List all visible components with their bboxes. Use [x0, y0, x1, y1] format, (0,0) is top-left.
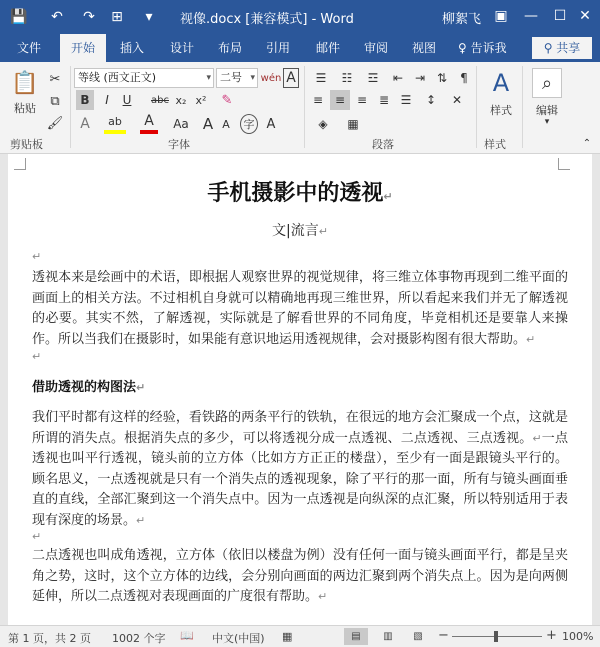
divider: [476, 66, 477, 148]
tab-view[interactable]: 视图: [411, 41, 436, 55]
increase-indent-icon[interactable]: ⇥: [414, 71, 426, 85]
save-icon[interactable]: 💾: [10, 9, 28, 25]
proofing-icon[interactable]: 📖: [180, 629, 194, 642]
phonetic-guide-icon[interactable]: wén: [260, 72, 282, 84]
macro-record-icon[interactable]: ▦: [282, 630, 293, 643]
bullets-icon[interactable]: ☰: [315, 71, 327, 85]
text-effects-button[interactable]: A: [80, 116, 90, 132]
status-bar: [0, 625, 600, 647]
font-name-value: 等线 (西文正文): [78, 71, 157, 84]
chevron-down-icon: ▾: [206, 73, 211, 83]
tell-me-search[interactable]: ♀ 告诉我: [458, 41, 507, 55]
format-painter-icon[interactable]: 🖌: [46, 115, 64, 131]
ribbon-tabs: [0, 34, 600, 62]
group-label-clipboard: 剪贴板: [10, 138, 43, 151]
group-label-font: 字体: [168, 138, 190, 151]
bold-button[interactable]: B: [76, 90, 94, 110]
margin-corner: [558, 158, 570, 170]
maximize-button[interactable]: ☐: [553, 8, 567, 24]
language-indicator[interactable]: 中文(中国): [212, 632, 265, 645]
group-label-styles: 样式: [484, 138, 506, 151]
undo-icon[interactable]: ↶: [51, 9, 63, 25]
shrink-font-button[interactable]: A: [222, 117, 230, 131]
share-button[interactable]: ⚲ 共享: [532, 37, 592, 59]
show-marks-icon[interactable]: ¶: [460, 71, 468, 85]
read-mode-icon[interactable]: ▤: [344, 628, 368, 645]
font-size-dropdown[interactable]: [216, 68, 258, 88]
ribbon-home: [0, 62, 600, 154]
sort-icon[interactable]: ⇅: [436, 71, 448, 85]
paragraph-mark: ↵: [32, 530, 42, 543]
tab-mailings[interactable]: 邮件: [315, 41, 340, 55]
align-left-icon[interactable]: ≡: [312, 93, 324, 107]
chinese-layout-icon[interactable]: ✕: [451, 93, 463, 107]
styles-icon[interactable]: A: [492, 69, 510, 97]
print-layout-icon[interactable]: ▥: [383, 631, 393, 642]
font-name-dropdown[interactable]: [74, 68, 214, 88]
font-size-value: 二号: [220, 71, 242, 84]
tab-layout[interactable]: 布局: [217, 41, 242, 55]
styles-button[interactable]: 样式: [490, 104, 512, 117]
divider: [70, 66, 71, 148]
copy-icon[interactable]: ⧉: [50, 93, 60, 109]
paragraph-mark: ↵: [32, 250, 42, 263]
tab-references[interactable]: 引用: [265, 41, 290, 55]
title-bar: [0, 0, 600, 34]
paragraph-mark: ↵: [32, 350, 42, 363]
strikethrough-button[interactable]: abc: [151, 94, 169, 106]
close-button[interactable]: ✕: [579, 8, 591, 24]
shading-icon[interactable]: ◈: [318, 117, 328, 131]
paragraph-vanishing-point: 我们平时都有这样的经验，看铁路的两条平行的铁轨，在很远的地方会汇聚成一个点，这就是所谓的消失点。根据消失点的多少，可以将透视分成一点透视、二点透视、三点透视。↵一点透视也叫平行透视，镜头前的立方体（比如方方正正的楼盘），至少有一面是跟镜头平行的。顾名思义，一点透视就是只有一个消失点的透视现象，除了平行的那一面，所有与镜头画面垂直的直线，全部汇聚到这一个消失点中。因为一点透视是向纵深的点汇聚，所以特别适用于表现有深度的场景。↵: [32, 410, 568, 528]
tab-design[interactable]: 设计: [169, 41, 194, 55]
paste-button[interactable]: 粘贴: [14, 102, 36, 115]
divider: [304, 66, 305, 148]
window-title: 视像.docx [兼容模式] - Word: [180, 12, 354, 27]
document-page[interactable]: [8, 154, 592, 625]
char-border-icon[interactable]: A: [283, 68, 299, 88]
paste-icon[interactable]: 📋: [11, 70, 39, 96]
ribbon-display-icon[interactable]: ▣: [494, 8, 508, 24]
editing-button[interactable]: 编辑: [536, 104, 558, 117]
document-title: 手机摄影中的透视↵: [207, 181, 393, 206]
user-name[interactable]: 柳絮飞: [442, 12, 482, 27]
underline-button[interactable]: U: [122, 93, 132, 107]
margin-corner: [14, 158, 26, 170]
web-layout-icon[interactable]: ▧: [413, 631, 423, 642]
chevron-down-icon: ▾: [250, 73, 255, 83]
font-color-button[interactable]: A: [140, 112, 158, 134]
zoom-in-button[interactable]: +: [546, 628, 557, 643]
page-count[interactable]: 第 1 页，共 2 页: [8, 632, 91, 645]
borders-icon[interactable]: ▦: [347, 117, 359, 131]
zoom-slider-thumb[interactable]: [494, 631, 498, 642]
multilevel-list-icon[interactable]: ☲: [367, 71, 379, 85]
tab-file[interactable]: 文件: [16, 41, 41, 55]
collapse-ribbon-icon[interactable]: ⌃: [582, 137, 592, 149]
customize-toolbar-icon[interactable]: ▾: [145, 9, 153, 25]
clear-formatting-icon[interactable]: ✎: [221, 92, 233, 108]
change-case-button[interactable]: Aa: [173, 117, 189, 131]
highlight-button[interactable]: ab: [104, 112, 126, 134]
align-center-icon[interactable]: ≡: [330, 90, 350, 110]
align-right-icon[interactable]: ≡: [356, 93, 368, 107]
cut-icon[interactable]: ✂: [49, 71, 61, 87]
touch-mode-icon[interactable]: ⊞: [111, 9, 123, 25]
paragraph-two-point: 二点透视也叫成角透视，立方体（依旧以楼盘为例）没有任何一面与镜头画面平行，都是呈夹角之势，这时，这个立方体的边线，会分别向画面的两边汇聚到两个消失点上。因为是向两侧延伸，所以二点透视对表现画面的广度很有帮助。↵: [32, 548, 568, 604]
document-area: [0, 154, 600, 625]
subscript-button[interactable]: x₂: [175, 93, 187, 107]
grow-font-button[interactable]: A: [202, 115, 214, 133]
decrease-indent-icon[interactable]: ⇤: [392, 71, 404, 85]
superscript-button[interactable]: x²: [195, 93, 207, 107]
numbering-icon[interactable]: ☷: [341, 71, 353, 85]
enclose-chars-button[interactable]: 字: [240, 114, 258, 134]
italic-button[interactable]: I: [105, 93, 109, 107]
section-heading: 借助透视的构图法↵: [32, 380, 146, 395]
line-spacing-icon[interactable]: ↕: [425, 93, 437, 107]
tab-review[interactable]: 审阅: [363, 41, 388, 55]
search-icon[interactable]: ⌕: [532, 68, 562, 98]
chevron-down-icon[interactable]: ▾: [544, 117, 550, 127]
group-label-paragraph: 段落: [372, 138, 394, 151]
tab-insert[interactable]: 插入: [119, 41, 144, 55]
tab-home[interactable]: 开始: [60, 34, 106, 62]
document-author: 文|流言↵: [272, 223, 328, 239]
redo-icon[interactable]: ↷: [83, 9, 95, 25]
distribute-icon[interactable]: ☰: [400, 93, 412, 107]
char-shading-button[interactable]: A: [266, 116, 276, 132]
zoom-out-button[interactable]: −: [438, 628, 449, 643]
divider: [522, 66, 523, 148]
justify-icon[interactable]: ≣: [378, 93, 390, 107]
minimize-button[interactable]: —: [524, 8, 538, 24]
paragraph-intro: 透视本来是绘画中的术语，即根据人观察世界的视觉规律，将三维立体事物再现到二维平面的画面上的相关方法。不过相机自身就可以精确地再现三维世界，所以看起来我们并无了解透视的必要。其实不然，了解透视，实际就是了解看世界的不同角度，毕竟相机还是要靠人来操作。所以当我们在摄影时，如果能有意识地运用透视规律，会对摄影构图有很大帮助。↵: [32, 270, 568, 347]
zoom-level[interactable]: 100%: [562, 630, 594, 643]
word-count[interactable]: 1002 个字: [112, 632, 166, 645]
